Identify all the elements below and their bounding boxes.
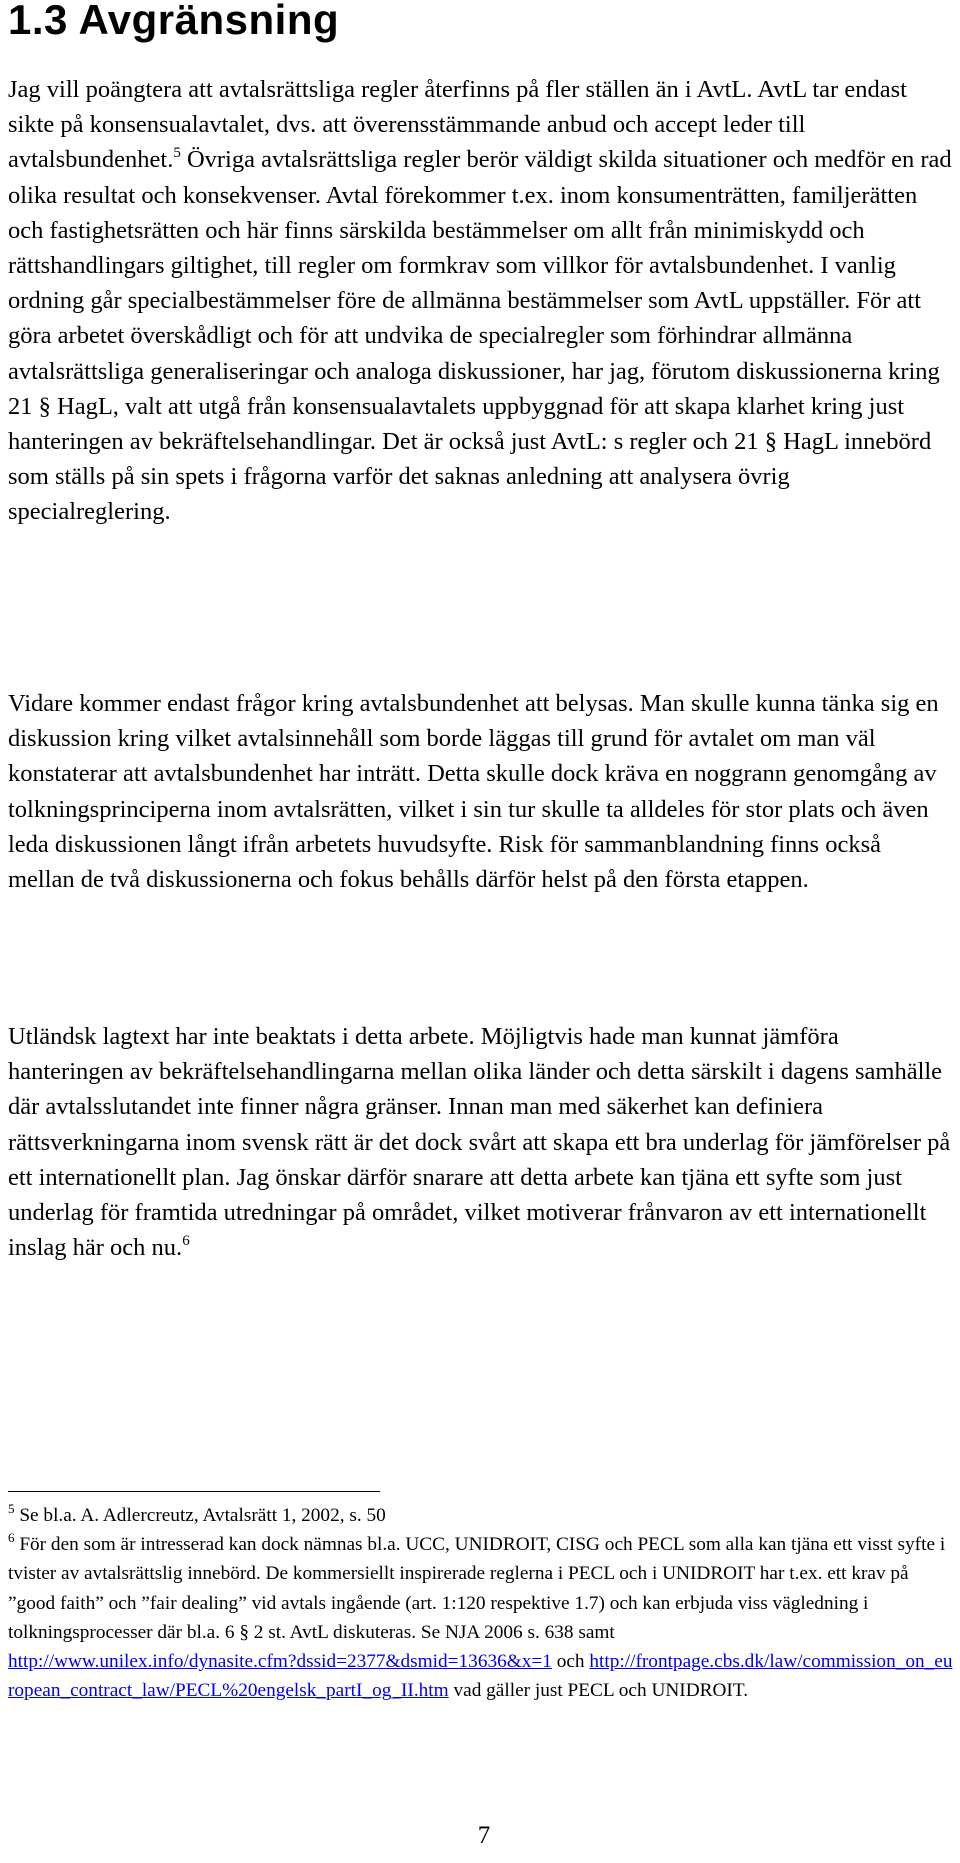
paragraph-text: Jag vill poängtera att avtalsrättsliga regler återfinns på fler ställen än i AvtL. AvtL tar endast sikte på konsensualavtalet, dvs. att överensstämmande anbud och accept leder till avtalsbundenhet. [8,76,907,174]
paragraph-foreign-law [8,1019,952,1265]
footnote-6-reference[interactable]: 6 [182,1233,190,1250]
footnotes [8,1501,958,1705]
footnote-5-reference[interactable]: 5 [173,145,181,162]
paragraph-text: Utländsk lagtext har inte beaktats i detta arbete. Möjligtvis hade man kunnat jämföra hanteringen av bekräftelsehandlingarna mellan olika länder och detta särskilt i dagens samhälle där avtalsslutandet inte finner några gränser. Innan man med säkerhet kan definiera rättsverkningarna inom svensk rätt är det dock svårt att skapa ett bra underlag för jämförelser på ett internationellt plan. Jag önskar därför snarare att detta arbete kan tjäna ett syfte som just underlag för framtida utredningar på området, vilket motiverar frånvaron av ett internationellt inslag här och nu. [8,1023,951,1262]
section-heading: 1.3 Avgränsning [8,0,340,43]
footnote-6-marker: 6 [8,1530,15,1546]
frontpage-cbs-link[interactable]: http://frontpage.cbs.dk/law/commission_on_european_contract_law/PECL%20engelsk_partI_og_II.htm [8,1651,953,1702]
paragraph-scope-intro [8,72,952,530]
paragraph-text: Övriga avtalsrättsliga regler berör väldigt skilda situationer och medför en rad olika resultat och konsekvenser. Avtal förekommer t.ex. inom konsumenträtten, familjerätten och fastighetsrätten och här finns särskilda bestämmelser om allt från minimiskydd och rättshandlingars giltighet, till regler om formkrav som villkor för avtalsbundenhet. I vanlig ordning går specialbestämmelser före de allmänna bestämmelser som AvtL uppställer. För att göra arbetet överskådligt och för att undvika de specialregler som förhindrar allmänna avtalsrättsliga generaliseringar och analoga diskussioner, har jag, förutom diskussionerna kring 21 § HagL, valt att utgå från konsensualavtalets uppbyggnad för att skapa klarhet kring just hanteringen av bekräftelsehandlingar. Det är också just AvtL: s regler och 21 § HagL innebörd som ställs på sin spets i frågorna varför det saknas anledning att analysera övrig specialreglering. [8,146,952,526]
page-number: 7 [477,1822,491,1849]
paragraph-contract-binding: Vidare kommer endast frågor kring avtalsbundenhet att belysas. Man skulle kunna tänka sig en diskussion kring vilket avtalsinnehåll som borde läggas till grund för avtalet om man väl konstaterar att avtalsbundenhet har inträtt. Detta skulle dock kräva en noggrann genomgång av tolkningsprinciperna inom avtalsrätten, vilket i sin tur skulle ta alldeles för stor plats och även leda diskussionen långt ifrån arbetets huvudsyfte. Risk för sammanblandning finns också mellan de två diskussionerna och fokus behålls därför helst på den första etappen. [8,690,939,894]
footnote-separator [8,1491,380,1492]
footnote-5 [8,1501,958,1530]
footnote-6-ending: vad gäller just PECL och UNIDROIT. [448,1680,749,1702]
footnote-6-connector: och [551,1651,590,1673]
footnote-6-text: För den som är intresserad kan dock nämnas bl.a. UCC, UNIDROIT, CISG och PECL som alla kan tjäna ett visst syfte i tvister av avtalsrättslig innebörd. De kommersiellt inspirerade reglerna i PECL och i UNIDROIT har t.ex. ett krav på ”good faith” och ”fair dealing” vid avtals ingående (art. 1:120 respektive 1.7) och kan erbjuda viss vägledning i tolkningsprocesser där bl.a. 6 § 2 st. AvtL diskuteras. Se NJA 2006 s. 638 samt [8,1534,946,1643]
unilex-link[interactable]: http://www.unilex.info/dynasite.cfm?dssid=2377&dsmid=13636&x=1 [8,1651,552,1673]
footnote-6 [8,1530,958,1705]
footnote-5-text: Se bl.a. A. Adlercreutz, Avtalsrätt 1, 2002, s. 50 [14,1505,386,1526]
footnote-5-marker: 5 [8,1501,15,1516]
